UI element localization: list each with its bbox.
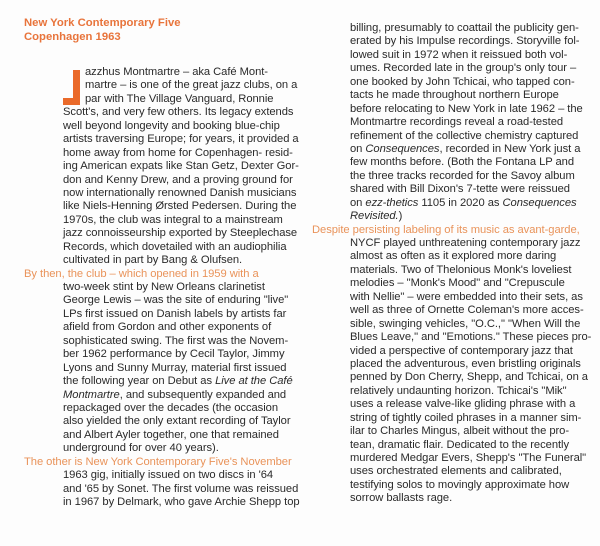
text-line: testifying solos to movingly approximate how — [350, 478, 570, 491]
text-line: one booked by John Tchicai, who tapped con- — [350, 75, 575, 88]
text-line: penned by Don Cherry, Shepp, and Tchicai, on a — [350, 371, 588, 384]
text-line: ber 1962 performance by Cecil Taylor, Jimmy — [63, 348, 285, 361]
text-line: in 1967 by Delmark, who gave Archie Shepp top — [63, 496, 300, 508]
text-line: jazz connoisseurship exported by Steeplechase — [63, 227, 298, 240]
text-line: before relocating to New York in late 1962 – the — [350, 102, 583, 115]
text-line: tean, dramatic flair. Dedicated to the recently — [350, 438, 570, 451]
text-line: Montmartre recordings reveal a road-tested — [350, 116, 564, 129]
text-line: martre – is one of the great jazz clubs, on a — [85, 79, 298, 92]
text-run: ) — [398, 210, 403, 223]
text-line — [24, 389, 296, 402]
text-line: vided a perspective of contemporary jazz that — [350, 344, 573, 357]
paragraph-3 — [24, 455, 300, 510]
text-line: placed the adventurous, even bristling originals — [350, 357, 581, 370]
text-line: repackaged over the decades (the occasion — [63, 401, 279, 414]
text-line: sorrow ballasts rage. — [350, 492, 453, 505]
right-column — [312, 22, 590, 506]
paragraph-4 — [312, 224, 590, 506]
text-line: two-week stint by New Orleans clarinetist — [63, 281, 265, 293]
left-column — [24, 66, 300, 509]
text-line: don and Kenny Drew, and a proving ground for — [63, 173, 293, 186]
album-title: Live at the Café — [215, 375, 293, 388]
paragraph-continued — [312, 22, 590, 224]
text-line: Lyons and Sunny Murray, material first issued — [63, 361, 287, 374]
label-name: ezz-thetics — [365, 196, 419, 209]
text-line: billing, presumably to coattail the publicity gen- — [350, 22, 579, 34]
text-line: ilar to Charles Mingus, albeit without the pro- — [350, 425, 570, 438]
text-line: home away from home for Copenhagen- resid- — [63, 146, 293, 159]
text-line: relatively undaunting horizon. Tchicai's "Mik" — [350, 384, 567, 397]
text-run: , and subsequently expanded and — [119, 388, 287, 401]
text-line: tacts he made throughout northern Europe — [350, 89, 559, 102]
text-line: well beyond longevity and booking blue-chip — [63, 119, 280, 132]
text-line: with Nellie" – were embedded into their sets, as — [350, 290, 583, 303]
album-title: Consequences — [365, 142, 440, 155]
text-line: underground for over 40 years). — [63, 442, 219, 455]
text-line: the three tracks recorded for the Savoy album — [350, 169, 575, 182]
text-line: NYCF played unthreatening contemporary jazz — [350, 237, 581, 249]
text-line: ing American expats like Stan Getz, Dexter Gor- — [63, 160, 299, 173]
heading-subtitle: Copenhagen 1963 — [24, 31, 121, 43]
text-line: erated by his Impulse recordings. Storyville fol- — [350, 35, 580, 48]
heading-title: New York Contemporary Five — [24, 17, 181, 29]
text-line: few months before. (Both the Fontana LP and — [350, 156, 575, 169]
text-line: melodies – "Monk's Mood" and "Crepuscule — [350, 277, 565, 290]
text-line — [312, 143, 590, 156]
text-line: and '65 by Sonet. The first volume was reissued — [63, 482, 299, 495]
text-line: afield from Gordon and other exponents of — [63, 321, 272, 334]
text-line: Blues Leave," and "Emotions." These pieces pro- — [350, 331, 592, 344]
text-line: now internationally renowned Danish musicians — [63, 186, 297, 199]
article-heading — [24, 16, 181, 44]
text-line: 1970s, the club was integral to a mainstream — [63, 213, 283, 226]
dropcap-j — [63, 70, 81, 105]
text-line: Scott's, and very few others. Its legacy extends — [63, 106, 294, 119]
text-line: also yielded the only extant recording of Taylor — [63, 415, 291, 428]
lead-in-line: Despite persisting labeling of its music as avant-garde, — [312, 223, 580, 236]
text-line: sophisticated swing. The first was the Novem- — [63, 334, 289, 347]
text-line: almost as often as it explored more daring — [350, 250, 557, 263]
text-run: 1105 in 2020 as — [418, 196, 503, 209]
dropcap-foot — [63, 98, 80, 105]
text-line: uses a release valve-like gliding phrase with a — [350, 398, 576, 411]
text-line — [24, 375, 296, 388]
text-line: murdered Medgar Evers, Shepp's "The Funeral" — [350, 452, 587, 464]
text-line: shared with Bill Dixon's 7-tette were reissued — [350, 183, 570, 196]
paragraph-2 — [24, 268, 296, 456]
text-line: Records, which dovetailed with an audiophilia — [63, 240, 287, 253]
text-line — [312, 210, 590, 223]
text-line: well as three of Ornette Coleman's more acces- — [350, 304, 584, 317]
lead-in-line: The other is New York Contemporary Five's November — [24, 455, 292, 468]
text-run: on — [350, 196, 366, 209]
text-line: uses orchestrated elements and calibrated, — [350, 465, 562, 478]
text-line: LPs first issued on Danish labels by artists far — [63, 307, 287, 320]
text-line: lowed suit in 1972 when it reissued both vol- — [350, 48, 568, 61]
text-line: 1963 gig, initially issued on two discs in '64 — [63, 469, 274, 482]
text-line: and Albert Ayler together, one that remained — [63, 428, 279, 441]
album-title: Consequences — [502, 196, 577, 209]
lead-in-line: By then, the club – which opened in 1959 with a — [24, 267, 259, 280]
text-line: George Lewis – was the site of enduring "live" — [63, 294, 289, 307]
text-line: umes. Recorded late in the group's only tour – — [350, 62, 577, 75]
text-line: sible, swinging vehicles, "O.C.," "When Will the — [350, 317, 581, 330]
text-run: on — [350, 142, 366, 155]
text-line: string of tightly coiled phrases in a manner sim- — [350, 411, 582, 424]
text-line: artists traversing Europe; for years, it provided a — [63, 133, 299, 146]
text-line — [312, 197, 590, 210]
text-line: azzhus Montmartre – aka Café Mont- — [85, 66, 268, 78]
album-title: Revisited. — [350, 210, 399, 223]
text-line: refinement of the collective chemistry captured — [350, 129, 579, 142]
text-line: cultivated in part by Bang & Olufsen. — [63, 254, 243, 267]
text-line: materials. Two of Thelonious Monk's loveliest — [350, 263, 572, 276]
text-run: the following year on Debut as — [63, 375, 216, 388]
text-line: par with The Village Vanguard, Ronnie — [85, 92, 274, 105]
text-line: like Niels-Henning Ørsted Pedersen. During the — [63, 200, 297, 213]
text-run: , recorded in New York just a — [439, 142, 581, 155]
album-title: Montmartre — [63, 388, 120, 401]
